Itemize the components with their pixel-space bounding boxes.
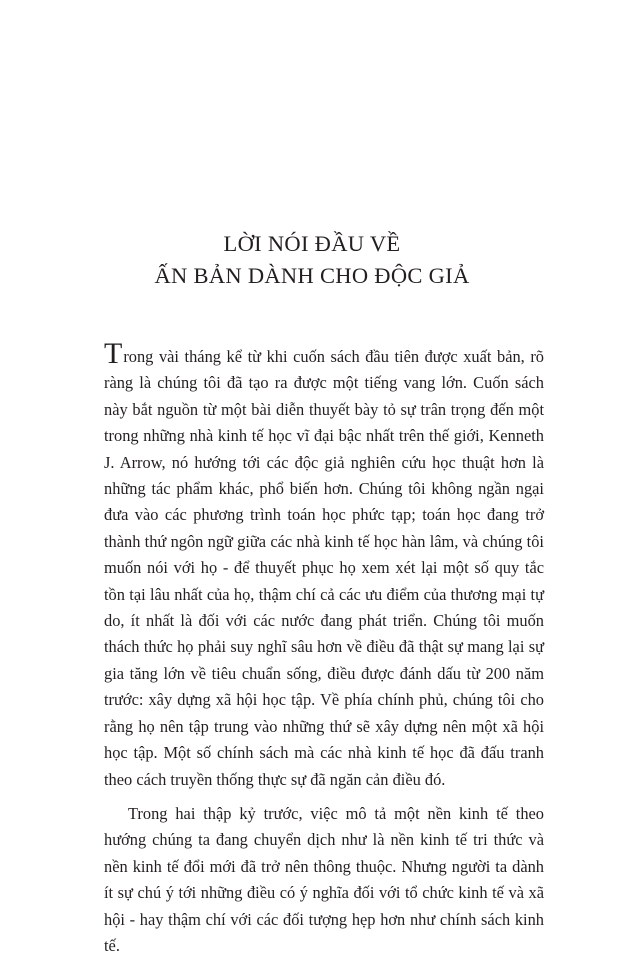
- paragraph-1: [104, 337, 544, 793]
- paragraph-1-text: rong vài tháng kể từ khi cuốn sách đầu tiên được xuất bản, rõ ràng là chúng tôi đã tạo ra được một tiếng vang lớn. Cuốn sách này bắt nguồn từ một bài diễn thuyết bày tỏ sự trân trọng đến một trong những nhà kinh tế học vĩ đại bậc nhất trên thế giới, Kenneth J. Arrow, nó hướng tới các độc giả nghiên cứu học thuật hơn là những tác phẩm khác, phổ biến hơn. Chúng tôi không ngần ngại đưa vào các phương trình toán học phức tạp; toán học đang trở thành thứ ngôn ngữ giữa các nhà kinh tế học hàn lâm, và chúng tôi muốn nói với họ - để thuyết phục họ xem xét lại một số quy tắc tồn tại lâu nhất của họ, thậm chí cả các ưu điểm của thương mại tự do, ít nhất là đối với các nước đang phát triển. Chúng tôi muốn thách thức họ phải suy nghĩ sâu hơn về điều đã thật sự mang lại sự gia tăng lớn về tiêu chuẩn sống, điều được đánh dấu từ 200 năm trước: xây dựng xã hội học tập. Về phía chính phủ, chúng tôi cho rằng họ nên tập trung vào những thứ sẽ xây dựng nên một xã hội học tập. Một số chính sách mà các nhà kinh tế học đã đấu tranh theo cách truyền thống thực sự đã ngăn cản điều đó.: [104, 347, 544, 789]
- paragraph-2: Trong hai thập kỷ trước, việc mô tả một nền kinh tế theo hướng chúng ta đang chuyển dịch như là nền kinh tế tri thức và nền kinh tế đổi mới đã trở nên thông thuộc. Nhưng người ta dành ít sự chú ý tới những điều có ý nghĩa đối với tổ chức kinh tế và xã hội - hay thậm chí với các đối tượng hẹp hơn như chính sách kinh tế.: [104, 803, 544, 955]
- chapter-title-line-1: LỜI NÓI ĐẦU VỀ: [223, 231, 401, 256]
- initial-letter: T: [104, 337, 123, 370]
- chapter-title-line-2: ẤN BẢN DÀNH CHO ĐỘC GIẢ: [154, 263, 470, 288]
- body-text: [104, 337, 544, 959]
- chapter-title: [0, 228, 624, 292]
